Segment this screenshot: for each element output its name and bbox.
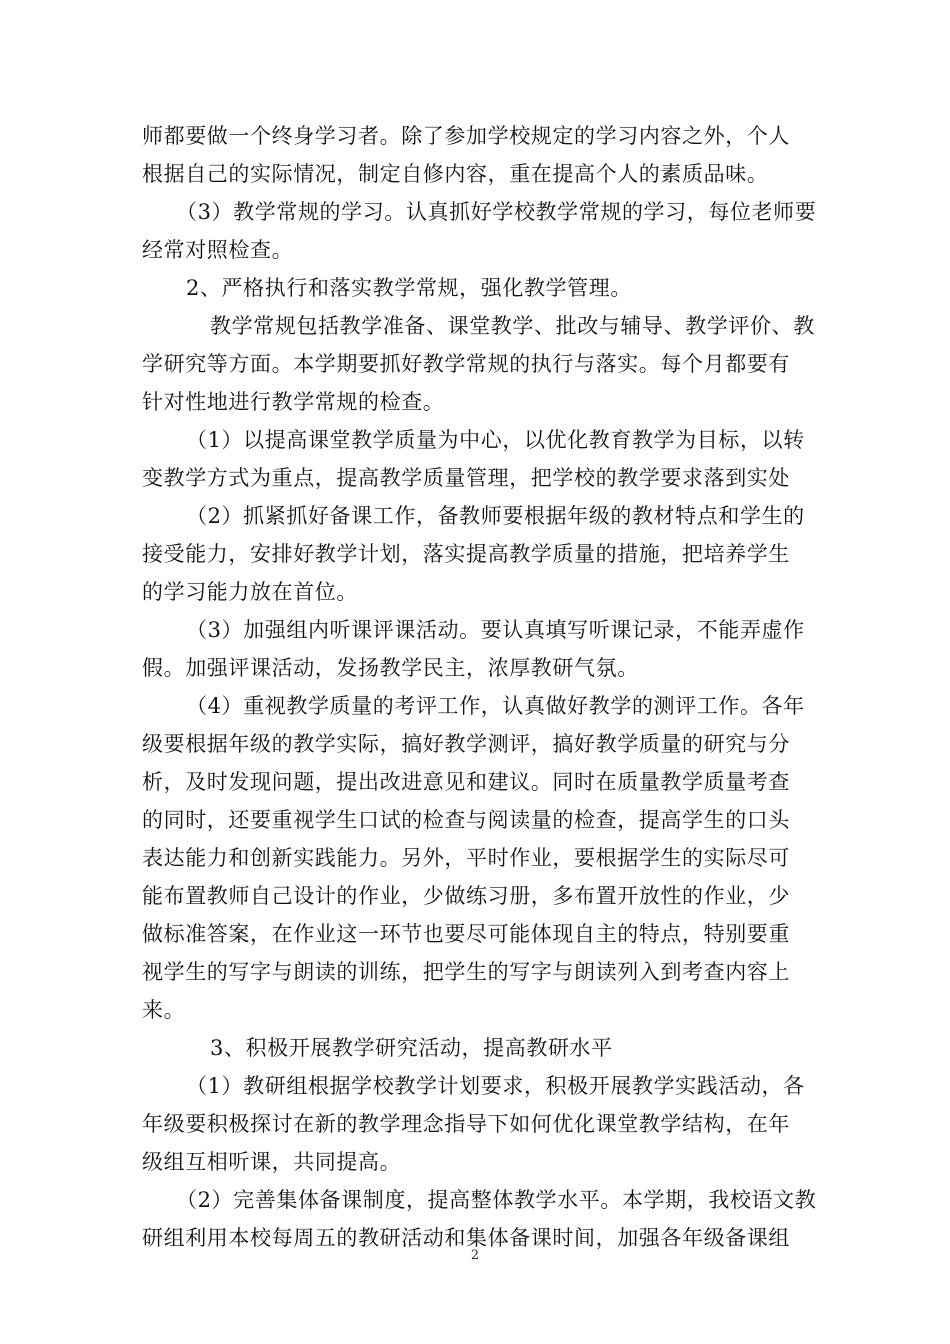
paragraph-line: 学研究等方面。本学期要抓好教学常规的执行与落实。每个月都要有 (142, 352, 790, 376)
paragraph-line: （2）完善集体备课制度，提高整体教学水平。本学期，我校语文教 (176, 1188, 817, 1212)
paragraph-line: 年级要积极探讨在新的教学理念指导下如何优化课堂教学结构，在年 (142, 1112, 790, 1136)
paragraph-line: 假。加强评课活动，发扬教学民主，浓厚教研气氛。 (142, 656, 639, 680)
paragraph-line: 来。 (142, 998, 186, 1022)
paragraph-line: （1）教研组根据学校教学计划要求，积极开展教学实践活动，各 (186, 1074, 805, 1098)
paragraph-line: （2）抓紧抓好备课工作，备教师要根据年级的教材特点和学生的 (186, 504, 805, 528)
paragraph-line: 级组互相听课，共同提高。 (142, 1150, 402, 1174)
paragraph-line: 教学常规包括教学准备、课堂教学、批改与辅导、教学评价、教 (210, 314, 815, 338)
paragraph-line: 表达能力和创新实践能力。另外，平时作业，要根据学生的实际尽可 (142, 846, 790, 870)
paragraph-line: 师都要做一个终身学习者。除了参加学校规定的学习内容之外，个人 (142, 124, 790, 148)
paragraph-line: 析，及时发现问题，提出改进意见和建议。同时在质量教学质量考查 (142, 770, 790, 794)
paragraph-line: （1）以提高课堂教学质量为中心，以优化教育教学为目标，以转 (186, 428, 805, 452)
section-heading: 3、积极开展教学研究活动，提高教研水平 (210, 1036, 613, 1060)
paragraph-line: 变教学方式为重点，提高教学质量管理，把学校的教学要求落到实处 (142, 466, 790, 490)
paragraph-line: （4）重视教学质量的考评工作，认真做好教学的测评工作。各年 (186, 694, 805, 718)
paragraph-line: （3）加强组内听课评课活动。要认真填写听课记录，不能弄虚作 (186, 618, 805, 642)
paragraph-line: 接受能力，安排好教学计划，落实提高教学质量的措施，把培养学生 (142, 542, 790, 566)
paragraph-line: 做标准答案，在作业这一环节也要尽可能体现自主的特点，特别要重 (142, 922, 790, 946)
paragraph-line: 级要根据年级的教学实际，搞好教学测评，搞好教学质量的研究与分 (142, 732, 790, 756)
section-heading: 2、严格执行和落实教学常规，强化教学管理。 (186, 276, 632, 300)
paragraph-line: 经常对照检查。 (142, 238, 294, 262)
paragraph-line: （3）教学常规的学习。认真抓好学校教学常规的学习，每位老师要 (176, 200, 817, 224)
paragraph-line: 根据自己的实际情况，制定自修内容，重在提高个人的素质品味。 (142, 162, 769, 186)
paragraph-line: 视学生的写字与朗读的训练，把学生的写字与朗读列入到考查内容上 (142, 960, 790, 984)
page-number: 2 (470, 1248, 480, 1263)
paragraph-line: 研组利用本校每周五的教研活动和集体备课时间，加强各年级备课组 (142, 1226, 790, 1250)
paragraph-line: 能布置教师自己设计的作业，少做练习册，多布置开放性的作业，少 (142, 884, 790, 908)
paragraph-line: 的同时，还要重视学生口试的检查与阅读量的检查，提高学生的口头 (142, 808, 790, 832)
paragraph-line: 的学习能力放在首位。 (142, 580, 358, 604)
paragraph-line: 针对性地进行教学常规的检查。 (142, 390, 445, 414)
